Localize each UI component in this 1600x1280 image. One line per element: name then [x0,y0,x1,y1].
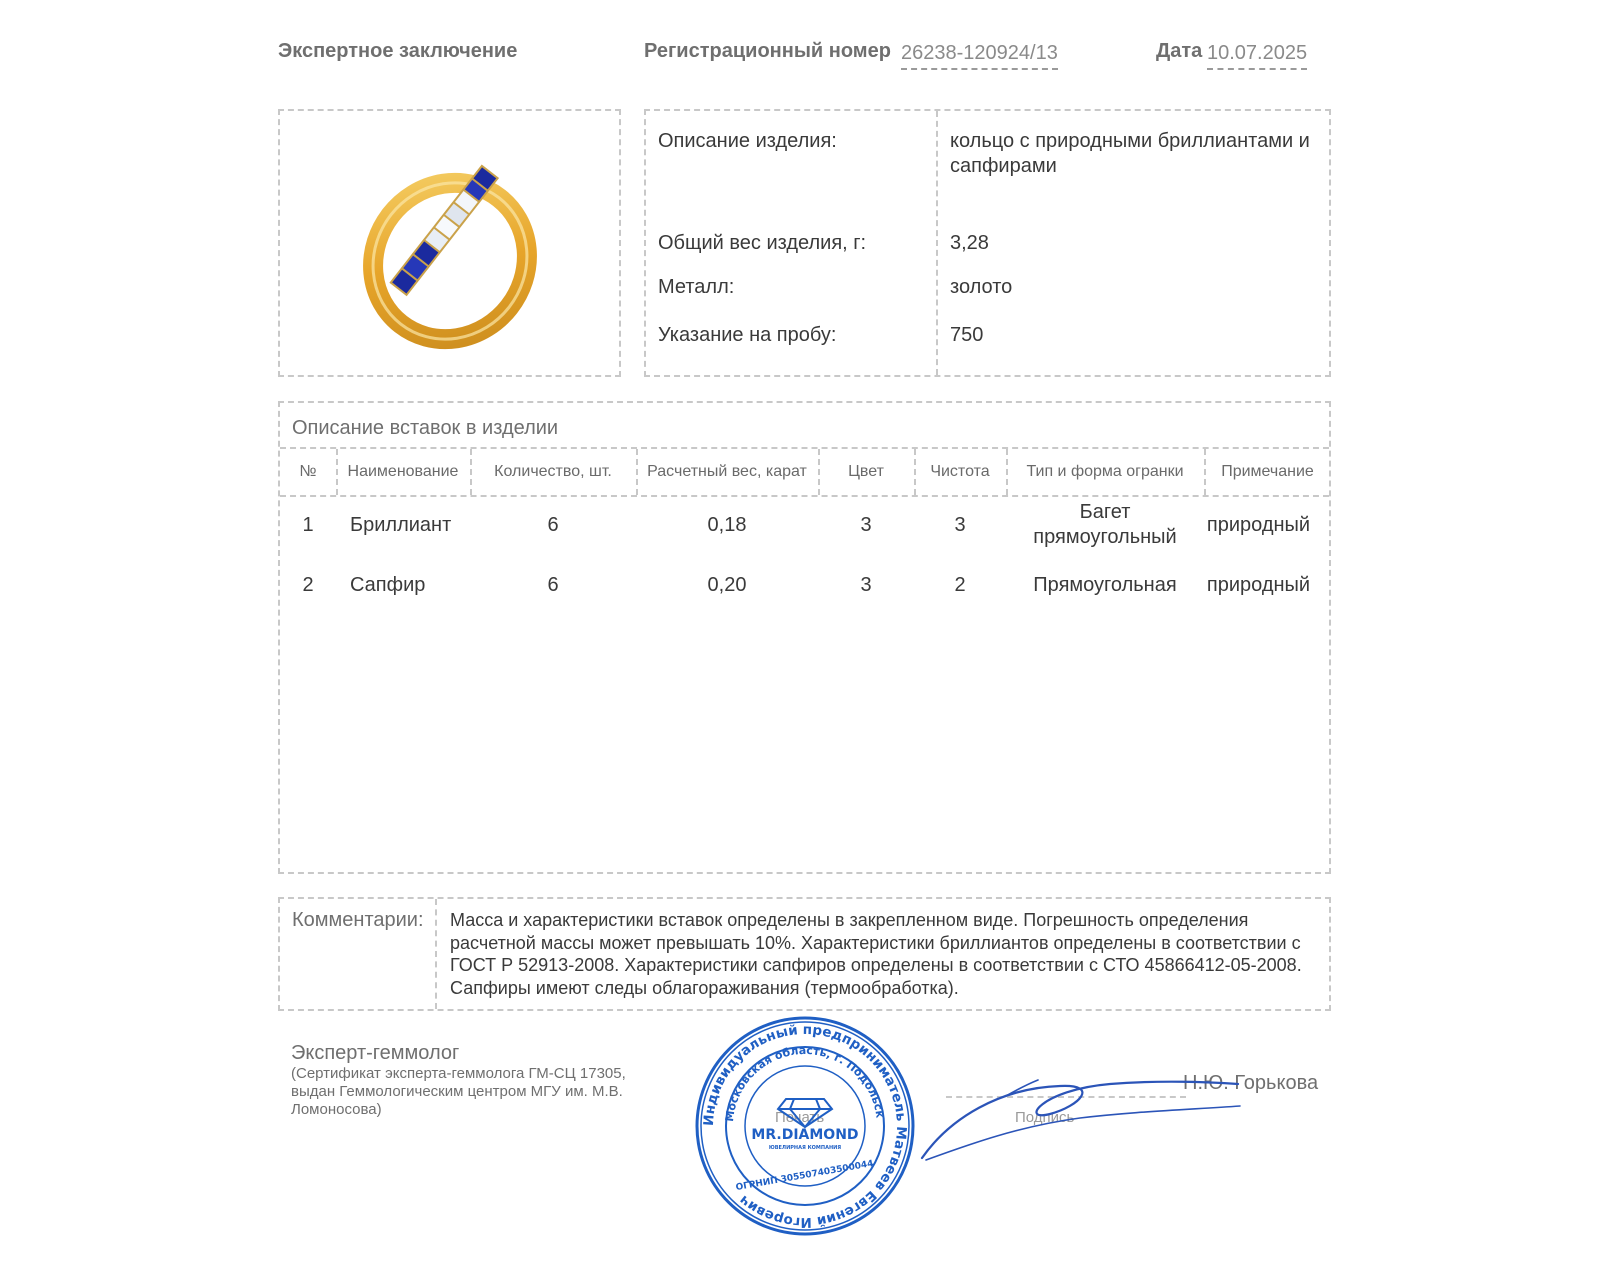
inserts-table [278,401,1331,874]
table-cell: природный [1206,574,1311,596]
table-cell: Сапфир [350,574,426,596]
stamp-label: Печать [775,1109,825,1126]
stamp-brand: MR.DIAMOND [751,1127,859,1143]
table-cell: 3 [860,574,872,596]
description-label: Описание изделия: [658,130,837,152]
date-label: Дата [1156,40,1203,62]
table-cell: 3 [954,514,966,536]
hallmark-label: Указание на пробу: [658,324,837,346]
table-cell: Багет прямоугольный [1033,501,1177,548]
stamp-brand-sub: ЮВЕЛИРНАЯ КОМПАНИЯ [768,1145,842,1151]
table-cell: 2 [954,574,966,596]
signature-scribble [910,1078,1250,1170]
document-title: Экспертное заключение [278,40,518,62]
seal-stamp [694,1015,916,1237]
table-cell: 1 [302,514,314,536]
item-photo-frame [278,109,621,377]
expert-title: Эксперт-геммолог [291,1042,460,1064]
col-quantity: Количество, шт. [494,463,612,480]
table-cell: 0,18 [707,514,747,536]
table-cell: природный [1206,514,1311,536]
signer-name: Н.Ю. Горькова [1183,1072,1319,1094]
item-info-table [644,109,1331,377]
diamond-logo-icon [778,1099,832,1127]
weight-value: 3,28 [950,232,989,254]
date-value: 10.07.2025 [1207,42,1307,70]
col-weight: Расчетный вес, карат [647,463,807,480]
col-note: Примечание [1221,463,1314,480]
metal-label: Металл: [658,276,735,298]
stamp-ogrnip: ОГРНИП 305507403500044 [735,1158,875,1194]
description-value: кольцо с природными бриллиантами и сапфирами [950,130,1310,177]
col-cut: Тип и форма огранки [1026,463,1184,480]
registration-number: 26238-120924/13 [901,42,1058,70]
table-cell: Бриллиант [350,514,452,536]
table-cell: 6 [547,514,559,536]
col-number: № [299,463,317,480]
metal-value: золото [950,276,1013,298]
table-cell: 3 [860,514,872,536]
registration-label: Регистрационный номер [644,40,891,62]
comments-text: Масса и характеристики вставок определены в закрепленном виде. Погрешность определения расчетной массы может превышать 10%. Характеристики бриллиантов определены в соответствии с ГОСТ Р 52913-2008. Характеристики сапфиров определены в соответствии с СТО 45866412-05-2008. Сапфиры имеют следы облагораживания (термообработка). [450,910,1302,998]
expert-certificate: (Сертификат эксперта-геммолога ГМ-СЦ 17305, выдан Геммологическим центром МГУ им. М.В. Ломоносова) [291,1065,626,1118]
weight-label: Общий вес изделия, г: [658,232,867,254]
ring-image [350,131,550,361]
signature-label: Подпись [1015,1109,1075,1126]
col-color: Цвет [848,463,884,480]
table-cell: 6 [547,574,559,596]
stamp-inner-text: Московская область, г. Подольск [722,1043,887,1123]
table-cell: 2 [302,574,314,596]
hallmark-value: 750 [950,324,984,346]
col-name: Наименование [347,463,459,480]
table-cell: 0,20 [707,574,747,596]
comments-label: Комментарии: [292,909,424,931]
col-clarity: Чистота [930,463,990,480]
table-cell: Прямоугольная [1033,574,1177,596]
comments-section [278,897,1331,1011]
stamp-outer-text: Индивидуальный предприниматель Матвеев Евгений Игоревич [700,1021,910,1231]
inserts-title: Описание вставок в изделии [292,417,559,439]
